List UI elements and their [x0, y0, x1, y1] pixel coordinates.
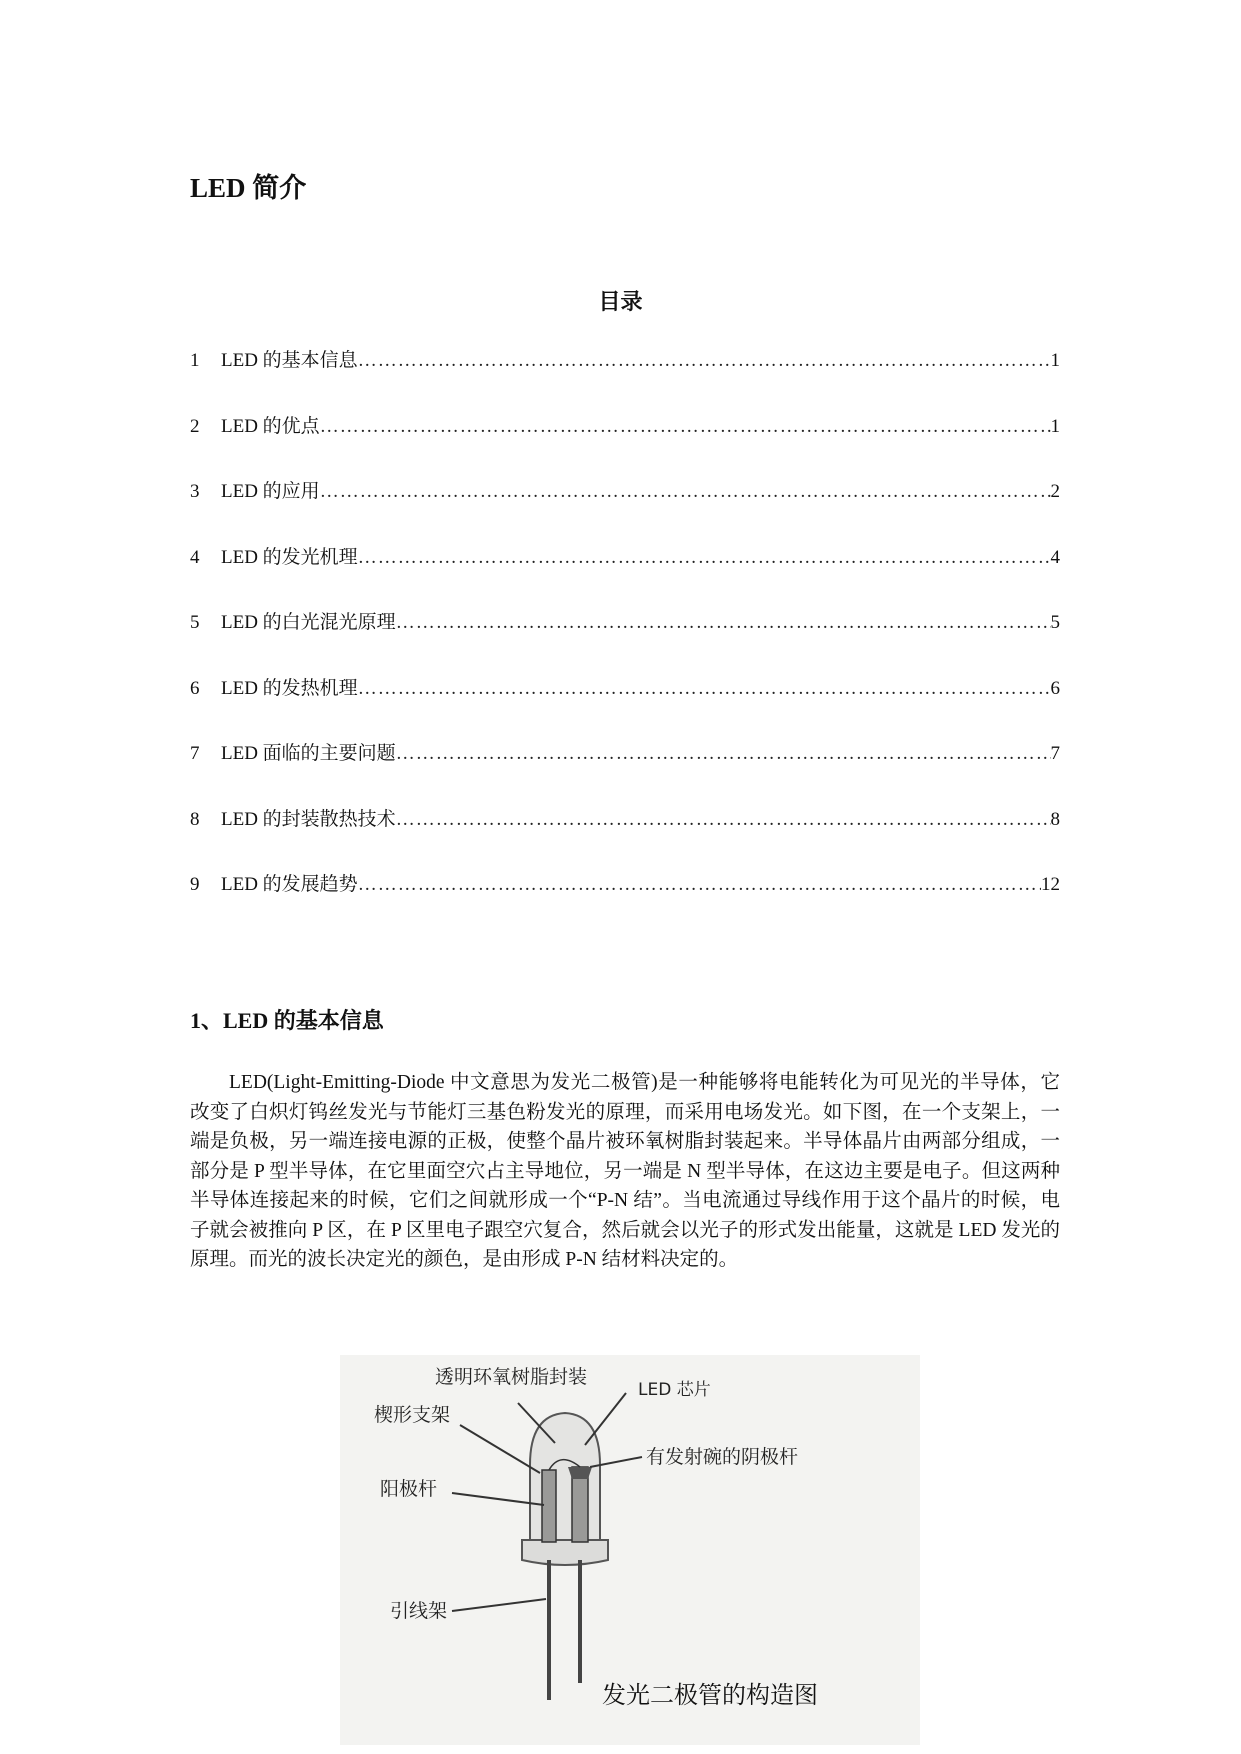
- document-title: LED 简介: [190, 173, 307, 203]
- toc-entry-page: 2: [1050, 481, 1060, 502]
- toc-entry-title: LED 的发展趋势: [221, 874, 358, 895]
- toc-entry-number: 9: [190, 874, 200, 895]
- toc-leader-dots: [396, 809, 1051, 831]
- toc-entry[interactable]: [190, 476, 1060, 542]
- section-heading: 1、LED 的基本信息: [190, 1008, 384, 1033]
- toc-entry-page: 4: [1050, 546, 1060, 568]
- led-diagram: [340, 1355, 920, 1745]
- toc-entry-page: 1: [1050, 350, 1060, 371]
- toc-entry-title: LED 的优点: [221, 415, 320, 437]
- epoxy-label: 透明环氧树脂封装: [435, 1366, 588, 1388]
- toc-entry-title: LED 的发光机理: [221, 546, 358, 568]
- toc-leader-dots: [320, 416, 1051, 438]
- lead-frame-label: 引线架: [390, 1600, 448, 1622]
- toc-entry-number: 5: [190, 612, 200, 633]
- toc-entry-number: 1: [190, 350, 200, 371]
- toc-entry[interactable]: [190, 411, 1060, 477]
- toc-entry-page: 8: [1050, 808, 1060, 830]
- reflector-cup: [568, 1467, 592, 1479]
- toc-entry-number: 2: [190, 415, 200, 437]
- chip-label: LED 芯片: [638, 1380, 711, 1400]
- table-of-contents: [190, 345, 1060, 935]
- toc-leader-dots: [396, 612, 1051, 634]
- led-structure-figure: [340, 1355, 920, 1745]
- wedge-bracket-label: 楔形支架: [374, 1404, 451, 1426]
- cathode-label: 有发射碗的阴极杆: [646, 1446, 799, 1468]
- toc-entry-title: LED 面临的主要问题: [221, 743, 396, 764]
- toc-entry[interactable]: [190, 673, 1060, 739]
- toc-entry[interactable]: [190, 804, 1060, 870]
- toc-leader-dots: [358, 547, 1051, 569]
- figure-caption: 发光二极管的构造图: [602, 1681, 818, 1709]
- toc-leader-dots: [358, 678, 1051, 700]
- epoxy-dome: [530, 1413, 600, 1540]
- led-flange: [522, 1540, 608, 1565]
- toc-entry-number: 3: [190, 481, 200, 502]
- toc-entry[interactable]: [190, 542, 1060, 608]
- toc-entry-number: 4: [190, 546, 200, 568]
- toc-entry-page: 7: [1050, 743, 1060, 764]
- toc-entry-title: LED 的发热机理: [221, 677, 358, 699]
- toc-entry-title: LED 的应用: [221, 481, 320, 502]
- toc-leader-dots: [358, 874, 1041, 896]
- toc-entry-title: LED 的白光混光原理: [221, 612, 396, 633]
- toc-entry[interactable]: [190, 738, 1060, 804]
- toc-entry-page: 5: [1050, 612, 1060, 633]
- toc-leader-dots: [396, 743, 1051, 765]
- section-paragraph: LED(Light-Emitting-Diode 中文意思为发光二极管)是一种能够将电能转化为可见光的半导体，它改变了白炽灯钨丝发光与节能灯三基色粉发光的原理，而采用电场发光。如下图，在一个支架上，一端是负极，另一端连接电源的正极，使整个晶片被环氧树脂封装起来。半导体晶片由两部分组成，一部分是 P 型半导体，在它里面空穴占主导地位，另一端是 N 型半导体，在这边主要是电子。但这两种半导体连接起来的时候，它们之间就形成一个“P-N 结”。当电流通过导线作用于这个晶片的时候，电子就会被推向 P 区，在 P 区里电子跟空穴复合，然后就会以光子的形式发出能量，这就是 LED 发光的原理。而光的波长决定光的颜色，是由形成 P-N 结材料决定的。: [190, 1072, 1060, 1270]
- toc-leader-dots: [320, 481, 1051, 503]
- toc-entry-page: 6: [1050, 677, 1060, 699]
- toc-entry-number: 6: [190, 677, 200, 699]
- toc-entry[interactable]: [190, 345, 1060, 411]
- toc-entry-page: 12: [1041, 874, 1060, 895]
- toc-heading: 目录: [598, 289, 643, 314]
- anode-post: [542, 1470, 556, 1542]
- toc-entry[interactable]: [190, 607, 1060, 673]
- toc-leader-dots: [358, 350, 1051, 372]
- toc-entry-number: 8: [190, 808, 200, 830]
- toc-entry-number: 7: [190, 743, 200, 764]
- toc-entry-title: LED 的封装散热技术: [221, 808, 396, 830]
- toc-entry[interactable]: [190, 869, 1060, 935]
- anode-label: 阳极杆: [380, 1478, 438, 1500]
- toc-entry-title: LED 的基本信息: [221, 350, 358, 371]
- toc-entry-page: 1: [1050, 415, 1060, 437]
